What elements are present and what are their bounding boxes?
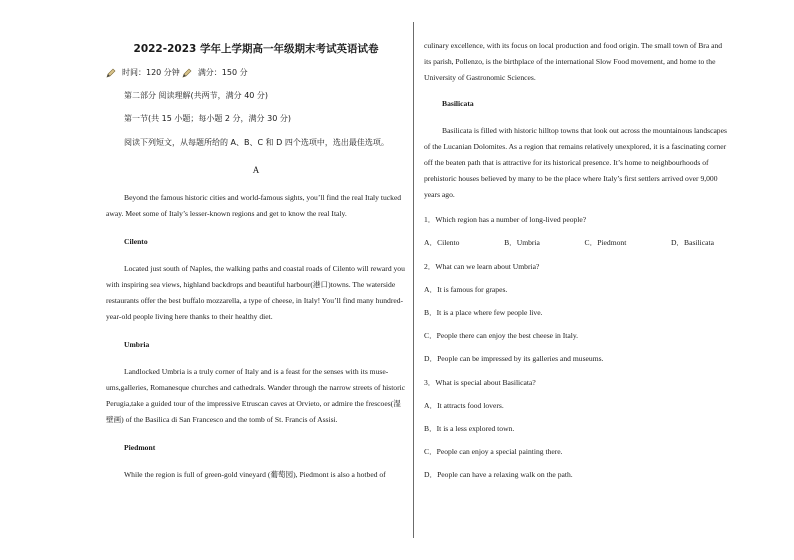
instruction-text: 阅读下列短文，从每题所给的 A、B、C 和 D 四个选项中，选出最佳选项。 bbox=[124, 138, 389, 147]
question-3: 3．What is special about Basilicata? bbox=[424, 378, 536, 387]
option-a: A．It attracts food lovers. bbox=[424, 401, 504, 410]
left-column bbox=[106, 38, 406, 497]
region-text-umbria: Landlocked Umbria is a truly corner of Italy and is a feast for the senses with its muse-ums,galleries, Romanesque churches and cathedrals. Wander through the narrow streets of historic Perugia,take a guided tour of the impressive Etruscan caves at Orvieto, or admire the frescoes(湿壁画) of the Basilica di San Francesco and the tomb of St. Francis of Assisi. bbox=[106, 367, 406, 424]
region-text-piedmont-start: While the region is full of green-gold vineyard (葡萄园), Piedmont is also a hotbed of bbox=[124, 470, 386, 479]
passage-intro: Beyond the famous historic cities and world-famous sights, you’ll find the real Italy tucked away. Meet some of Italy’s lesser-known regions and get to know the real Italy. bbox=[106, 193, 402, 218]
column-divider bbox=[413, 22, 414, 538]
option-d: D．People can be impressed by its galleries and museums. bbox=[424, 354, 604, 363]
option-c: C．Piedmont bbox=[584, 238, 627, 247]
option-b: B．It is a place where few people live. bbox=[424, 308, 543, 317]
question-1-options bbox=[424, 237, 714, 248]
region-text-basilicata: Basilicata is filled with historic hilltop towns that look out across the mountainous landscapes of the Lucanian Dolomites. As a region that remains relatively unexplored, it is a fascinating corner off the beaten path that is attractive for its historical presence. It’s home to neighbourhoods of prehistoric houses believed by many to be the place where Italy’s first settlers arrived over 9,000 years ago. bbox=[424, 126, 727, 199]
right-column bbox=[424, 38, 728, 492]
question-1: 1．Which region has a number of long-lived people? bbox=[424, 215, 587, 224]
exam-title: 2022-2023 学年上学期高一年级期末考试英语试卷 bbox=[133, 43, 379, 55]
part-heading: 第二部分 阅读理解(共两节，满分 40 分) bbox=[124, 91, 269, 100]
exam-meta bbox=[106, 67, 406, 78]
passage-letter: A bbox=[252, 165, 260, 175]
section-heading: 第一节(共 15 小题；每小题 2 分，满分 30 分) bbox=[124, 114, 291, 123]
exam-score: 满分：150 分 bbox=[197, 68, 248, 77]
region-heading-basilicata: Basilicata bbox=[442, 99, 474, 108]
region-text-cilento: Located just south of Naples, the walking paths and coastal roads of Cilento will reward you with inspiring sea views, highland backdrops and beautiful harbour(港口)towns. The waterside restaurants offer the best buffalo mozzarella, a type of cheese, in Italy! You’ll find many hundred-year-old people living here thanks to their healthy diet. bbox=[106, 264, 405, 321]
option-c: C．People there can enjoy the best cheese in Italy. bbox=[424, 331, 579, 340]
exam-time: 时间：120 分钟 bbox=[122, 68, 180, 77]
option-a: A．It is famous for grapes. bbox=[424, 285, 508, 294]
pencil-icon bbox=[182, 68, 192, 78]
option-b: B．Umbria bbox=[504, 238, 540, 247]
question-2: 2．What can we learn about Umbria? bbox=[424, 262, 540, 271]
region-text-piedmont-end: culinary excellence, with its focus on local production and food origin. The small town of Bra and its parish, Pollenzo, is the birthplace of the international Slow Food movement, and home to the University of Gastronomic Sciences. bbox=[424, 41, 723, 82]
region-heading-cilento: Cilento bbox=[124, 237, 148, 246]
option-a: A．Cilento bbox=[424, 238, 460, 247]
option-d: D．Basilicata bbox=[670, 238, 714, 247]
option-b: B．It is a less explored town. bbox=[424, 424, 515, 433]
option-d: D．People can have a relaxing walk on the path. bbox=[424, 470, 573, 479]
option-c: C．People can enjoy a special painting there. bbox=[424, 447, 563, 456]
pencil-icon bbox=[106, 68, 116, 78]
region-heading-piedmont: Piedmont bbox=[124, 443, 156, 452]
region-heading-umbria: Umbria bbox=[124, 340, 150, 349]
